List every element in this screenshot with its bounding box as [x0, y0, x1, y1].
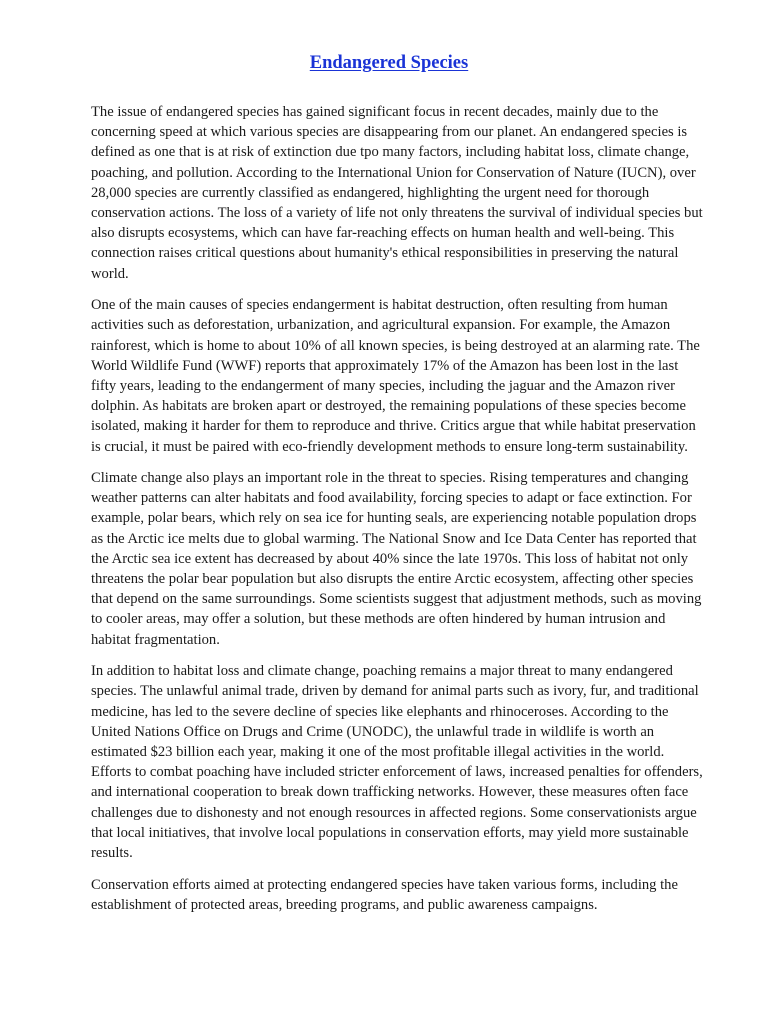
paragraph-4: In addition to habitat loss and climate change, poaching remains a major threat to many endangered species. The unlawful animal trade, driven by demand for animal parts such as ivory, fur, and traditional medicine, has led to the severe decline of species like elephants and rhinoceroses. According to the United Nations Office on Drugs and Crime (UNODC), the unlawful trade in wildlife is worth an estimated $23 billion each year, making it one of the most profitable illegal activities in the world. Efforts to combat poaching have included stricter enforcement of laws, increased penalties for offenders, and international cooperation to break down trafficking networks. However, these measures often face challenges due to dishonesty and not enough resources in affected regions. Some conservationists argue that local initiatives, that involve local populations in conservation efforts, may yield more sustainable results.	[91, 663, 703, 861]
document-title-link[interactable]: Endangered Species	[309, 53, 469, 73]
document-body	[91, 102, 703, 926]
paragraph-5: Conservation efforts aimed at protecting endangered species have taken various forms, including the establishment of protected areas, breeding programs, and public awareness campaigns.	[91, 876, 678, 913]
paragraph-2: One of the main causes of species endangerment is habitat destruction, often resulting from human activities such as deforestation, urbanization, and agricultural expansion. For example, the Amazon rainforest, which is home to about 10% of all known species, is being destroyed at an alarming rate. The World Wildlife Fund (WWF) reports that approximately 17% of the Amazon has been lost in the last fifty years, leading to the endangerment of many species, including the jaguar and the Amazon river dolphin. As habitats are broken apart or destroyed, the remaining populations of these species become isolated, making it harder for them to reproduce and thrive. Critics argue that while habitat preservation is crucial, it must be paired with eco-friendly development methods to ensure long-term sustainability.	[91, 297, 700, 455]
paragraph-3: Climate change also plays an important role in the threat to species. Rising temperatures and changing weather patterns can alter habitats and food availability, forcing species to adapt or face extinction. For example, polar bears, which rely on sea ice for hunting seals, are experiencing notable population drops as the Arctic ice melts due to global warming. The National Snow and Ice Data Center has reported that the Arctic sea ice extent has decreased by about 40% since the late 1970s. This loss of habitat not only threatens the polar bear population but also disrupts the entire Arctic ecosystem, affecting other species that depend on the same surroundings. Some scientists suggest that adjustment methods, such as moving to cooler areas, may offer a solution, but these methods are often hindered by human intrusion and habitat fragmentation.	[91, 470, 702, 648]
paragraph-1: The issue of endangered species has gained significant focus in recent decades, mainly due to the concerning speed at which various species are disappearing from our planet. An endangered species is defined as one that is at risk of extinction due tpo many factors, including habitat loss, climate change, poaching, and pollution. According to the International Union for Conservation of Nature (IUCN), over 28,000 species are currently classified as endangered, highlighting the urgent need for thorough conservation actions. The loss of a variety of life not only threatens the survival of individual species but also disrupts ecosystems, which can have far-reaching effects on human health and well-being. This connection raises critical questions about humanity's ethical responsibilities in preserving the natural world.	[91, 104, 703, 282]
